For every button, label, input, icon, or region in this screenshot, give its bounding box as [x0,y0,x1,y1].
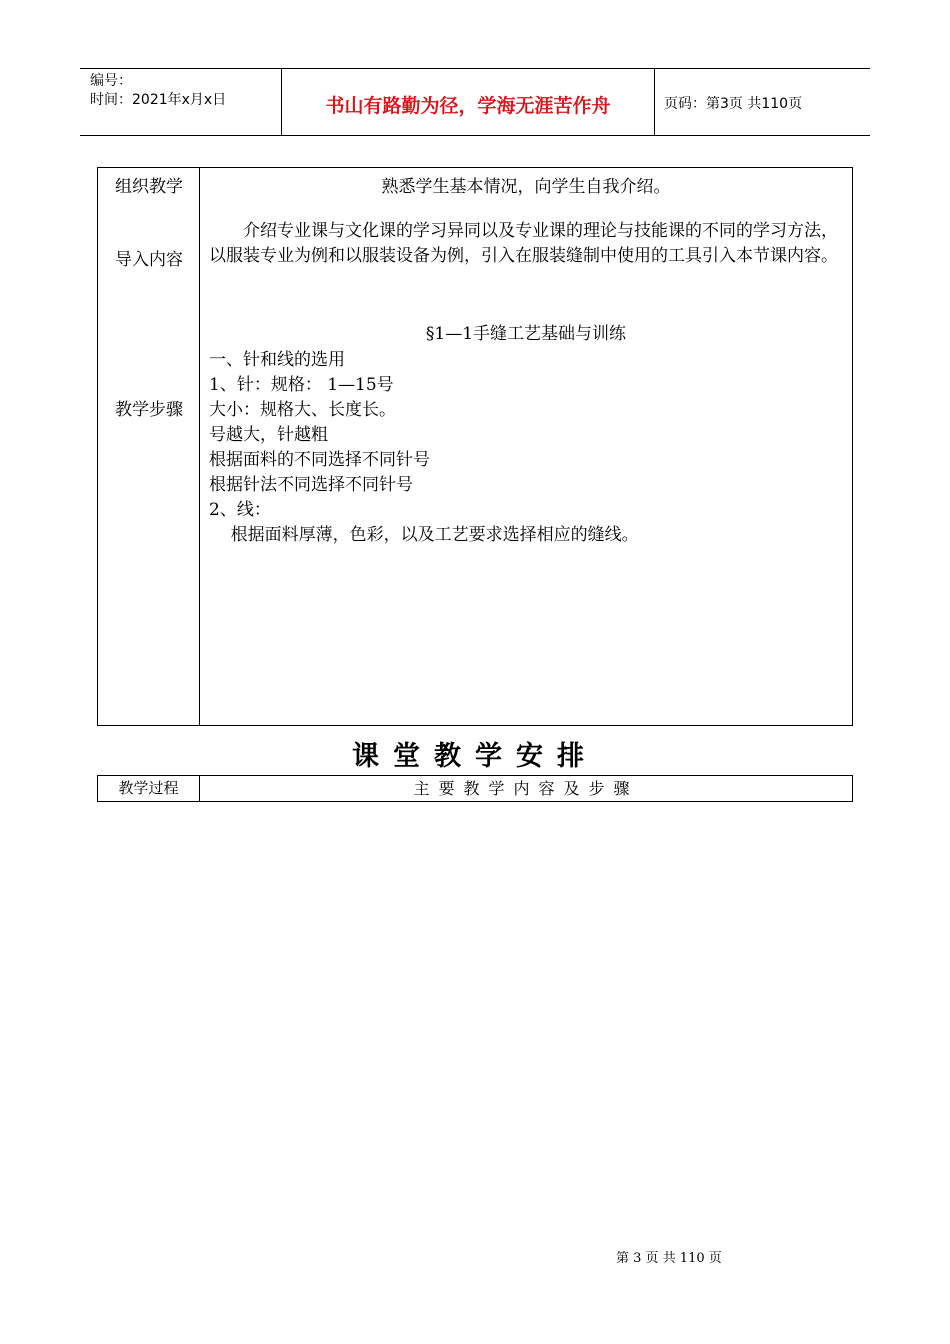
content-header: 主要教学内容及步骤 [413,779,639,798]
time-label: 时间：2021年x月x日 [90,92,227,108]
process-header: 教学过程 [98,776,200,801]
label-column [98,168,200,725]
arrangement-title: 课堂教学安排 [352,741,598,772]
steps-line: 根据面料厚薄，色彩，以及工艺要求选择相应的缝线。 [209,525,639,545]
page-footer: 第 3 页 共 110 页 [616,1251,722,1266]
steps-line: 一、针和线的选用 [209,350,345,370]
label-organize: 组织教学 [115,177,183,197]
header-motto: 书山有路勤为径，学海无涯苦作舟 [282,69,655,135]
steps-line: 大小：规格大、长度长。 [209,400,396,420]
number-label: 编号： [90,73,132,89]
label-intro: 导入内容 [115,250,183,270]
section-heading: §1—1手缝工艺基础与训练 [425,324,627,344]
lesson-table [97,167,853,726]
page-header [80,68,870,136]
arrangement-table [97,775,853,802]
steps-line: 根据面料的不同选择不同针号 [209,450,430,470]
steps-line: 1、针：规格： 1—15号 [209,375,394,395]
steps-line: 号越大，针越粗 [209,425,328,445]
header-page-info: 页码：第3页 共110页 [664,96,803,112]
label-steps: 教学步骤 [115,400,183,420]
intro-text: 介绍专业课与文化课的学习异同以及专业课的理论与技能课的不同的学习方法，以服装专业为例和以服装设备为例，引入在服装缝制中使用的工具引入本节课内容。 [209,221,838,266]
content-column [200,168,852,725]
organize-text: 熟悉学生基本情况，向学生自我介绍。 [381,177,671,197]
steps-line: 根据针法不同选择不同针号 [209,475,413,495]
header-meta [80,69,282,135]
steps-line: 2、线： [209,500,271,520]
